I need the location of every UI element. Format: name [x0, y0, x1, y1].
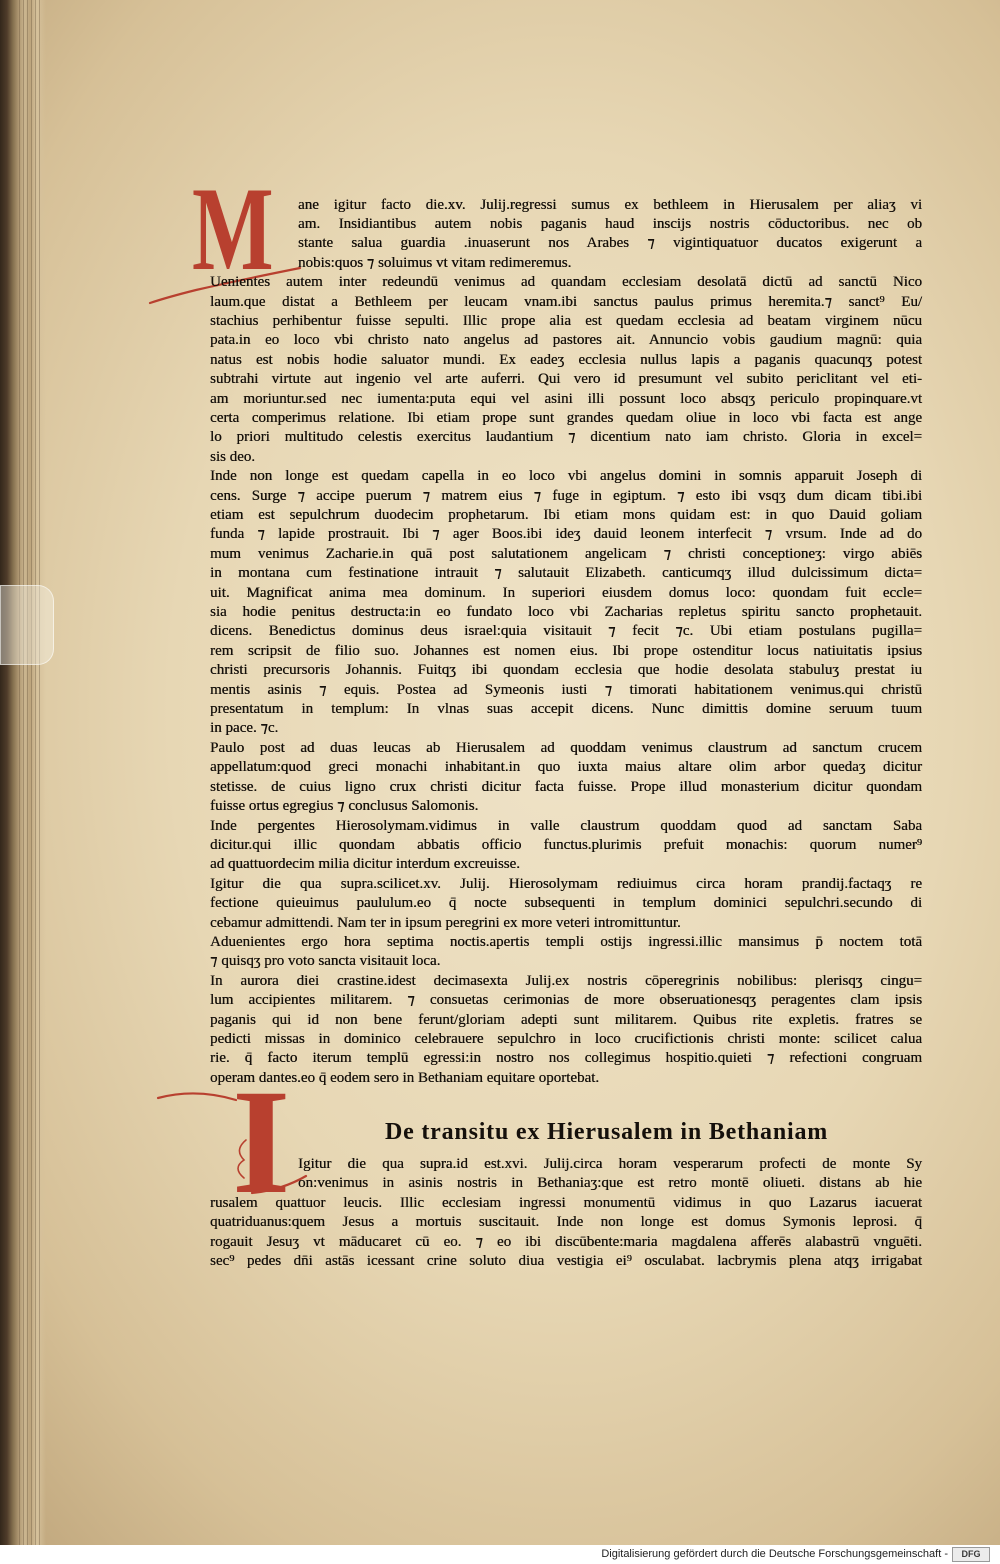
text-line: pedicti missas in dominico celebrauere sepulchro in loco crucifictionis christi monte: scilicet calua [210, 1030, 922, 1047]
book-page-edges [0, 0, 46, 1545]
text-line: cens. Surge ⁊ accipe puerum ⁊ matrem eius ⁊ fuge in egiptum. ⁊ esto ibi vsqʒ dum dicam tibi.ibi [210, 487, 922, 504]
text-line: stante salua guardia .inuaserunt nos Arabes ⁊ vigintiquatuor ducatos exigerunt a [298, 235, 922, 252]
text-line: dicens. Benedictus dominus deus israel:quia visitauit ⁊ fecit ⁊c. Ubi etiam postulans pugilla= [210, 623, 922, 640]
text-line: In aurora diei crastine.idest decimasexta Julij.ex nostris cōperegrinis nobilibus: plerisqʒ cingu= [210, 972, 922, 989]
text-line: paganis qui id non bene ferunt/gloriam adepti sunt militarem. Quibus rite expletis. fratres se [210, 1011, 922, 1028]
page-clip [0, 585, 54, 665]
text-line: Igitur die qua supra.id est.xvi. Julij.circa horam vesperarum profecti de monte Sy [298, 1156, 922, 1172]
drop-cap-initial: M [192, 162, 274, 295]
text-line: operam dantes.eo q̄ eodem sero in Bethaniam equitare oportebat. [210, 1069, 600, 1086]
text-line: ane igitur facto die.xv. Julij.regressi sumus ex bethleem in Hierusalem per aliaʒ vi [298, 196, 922, 213]
text-line: rusalem quattuor leucis. Illic ecclesiam ingressi monumentū vidimus in quo Lazarus iacuerat [210, 1194, 922, 1211]
text-line: etiam est sepulchrum duodecim prophetarum. Ibi etiam mons quidam est: in quo Dauid goliam [210, 507, 922, 523]
text-line: ad quattuordecim milia dicitur interdum excreuisse. [210, 856, 520, 873]
text-line: stetisse. de cuius ligno crux christi dicitur facta fuisse. Prope illud monasterium dicitur quondam [210, 778, 922, 795]
text-line: cebamur admittendi. Nam ter in ipsum peregrini ex more veteri intromittuntur. [210, 914, 681, 931]
drop-cap-initial: I [232, 1059, 291, 1225]
text-line: pata.in eo loco vbi christo nato angelus ad pastores ait. Annuncio vobis gaudium magnū: quia [210, 332, 922, 349]
text-line: stachius perhibentur fuisse sepulti. Illic prope alia est quedam ecclesia ad beatam virginem nūcu [210, 312, 922, 329]
text-line: mum venimus Zacharie.in quā post salutationem angelicam ⁊ christi conceptioneʒ: virgo abiēs [210, 545, 922, 562]
text-line: sia hodie penitus destructa:in eo fundato loco vbi Zacharias repletus spiritu sancto prophetauit. [210, 604, 922, 621]
text-line: in montana cum festinatione intrauit ⁊ salutauit Elizabeth. canticumqʒ illud dulcissimum dicta= [210, 565, 922, 582]
text-line: christi precursoris Johannis. Fuitqʒ ibi quondam ecclesia que hodie desolata stabuluʒ prestat iu [210, 662, 922, 679]
footer-bar [0, 1545, 1000, 1564]
text-line: Inde non longe est quedam capella in eo loco vbi angelus domini in somnis apparuit Joseph di [210, 468, 922, 485]
text-line: lum accipientes militarem. ⁊ consuetas cerimonias de more obseruationesqʒ peragentes clam ipsis [210, 992, 922, 1009]
text-line: Igitur die qua supra.scilicet.xv. Julij. Hierosolymam rediuimus circa horam prandij.factaqʒ re [210, 875, 922, 892]
text-line: am. Insidiantibus autem nobis paganis haud inscijs nostris cōductoribus. nec ob [298, 215, 922, 232]
text-line: Inde pergentes Hierosolymam.vidimus in valle claustrum quoddam quod ad sanctam Saba [210, 817, 922, 834]
text-line: quatriduanus:quem Jesus a mortuis suscitauit. Inde non longe est domus Symonis leprosi. q̄ [210, 1214, 922, 1231]
text-line: presentatum in templum: In vlnas suas accepit dicens. Nunc dimittis domine seruum tuum [210, 701, 922, 718]
text-line: nobis:quos ⁊ soluimus vt vitam redimeremus. [298, 254, 572, 271]
text-line: dicitur.qui illic quondam abbatis officio functus.plurimis prefuit monachis: quorum numer⁹ [210, 836, 922, 853]
text-line: am moriuntur.sed nec iumenta:puta equi vel asini illi possunt loco absqʒ periculo propinquare.vt [210, 390, 922, 407]
text-line: rogauit Jesuʒ vt māducaret cū eo. ⁊ eo ibi discūbente:maria magdalena afferēs alabastrū vnguēti. [210, 1233, 922, 1250]
section-heading: De transitu ex Hierusalem in Bethaniam [385, 1119, 829, 1145]
funding-credit: Digitalisierung gefördert durch die Deutsche Forschungsgemeinschaft - [601, 1548, 948, 1560]
text-line: lo priori multitudo celestis exercitus laudantium ⁊ dicentium nato iam christo. Gloria in excel= [210, 429, 922, 446]
text-line: fectione quieuimus paululum.eo q̄ nocte subsequenti in templum dominici sepulchri.secundo di [210, 895, 922, 912]
text-line: Aduenientes ergo hora septima noctis.apertis templi ostijs ingressi.illic mansimus p̄ noctem totā [210, 933, 922, 950]
text-line: rem scripsit de filio suo. Johannes est nomen eius. Ibi prope ostenditur locus natiuitatis ipsius [210, 642, 922, 659]
text-line: funda ⁊ lapide prostrauit. Ibi ⁊ ager Boos.ibi ideʒ dauid leonem interfecit ⁊ vrsum. Inde ad do [210, 526, 922, 543]
text-line: in pace. ⁊c. [210, 720, 279, 737]
text-line: Uenientes autem inter redeundū venimus ad quandam ecclesiam desolatā dictū ad sanctū Nico [210, 274, 922, 291]
text-line: sis deo. [210, 448, 255, 465]
text-line: rie. q̄ facto iterum templū egressi:in nostro nos collegimus hospitio.quieti ⁊ refectioni congruam [210, 1050, 922, 1067]
text-line: natus est nobis hodie saluator mundi. Ex eadeʒ ecclesia nullus lapis a paganis quacunqʒ potest [210, 351, 922, 368]
text-line: certa comperimus relatione. Ibi etiam prope sunt grandes quedam oliue in loco vbi facta est ange [210, 409, 922, 426]
dfg-logo: DFG [952, 1547, 990, 1562]
text-line: appellatum:quod greci monachi inhabitant.in quo iuxta maius altare olim arbor quedaʒ dicitur [210, 759, 922, 776]
text-line: Paulo post ad duas leucas ab Hierusalem ad quoddam venimus claustrum ad sanctum crucem [210, 739, 922, 756]
text-line: subtrahi virtute aut ingenio vel arte auferri. Qui vero id presumunt vel subito periclitant vel eti- [210, 371, 922, 388]
text-line: sec⁹ pedes dn̄i astās icessant crine soluto diua vestigia ei⁹ osculabat. lacbrymis plena atqʒ irrigabat [210, 1253, 922, 1270]
text-line: ⁊ quisqʒ pro voto sancta visitauit loca. [210, 953, 441, 970]
text-line: uit. Magnificat anima mea dominum. In superiori eiusdem domus loco: quondam fuit eccle= [210, 584, 922, 601]
text-line: laum.que distat a Bethleem per leucam vnam.ibi sanctus paulus primus heremita.⁊ sanct⁹ Eu/ [210, 293, 922, 310]
text-line: on:venimus in asinis nostris in Bethaniaʒ:que est retro montē oliueti. distans ab hie [298, 1175, 922, 1192]
text-block-main [210, 196, 922, 1089]
text-line: mentis asinis ⁊ equis. Postea ad Symeonis iusti ⁊ timorati habitationem venimus.qui christū [210, 681, 922, 698]
text-line: fuisse ortus egregius ⁊ conclusus Salomonis. [210, 798, 479, 815]
text-block-bethania [210, 1155, 922, 1271]
